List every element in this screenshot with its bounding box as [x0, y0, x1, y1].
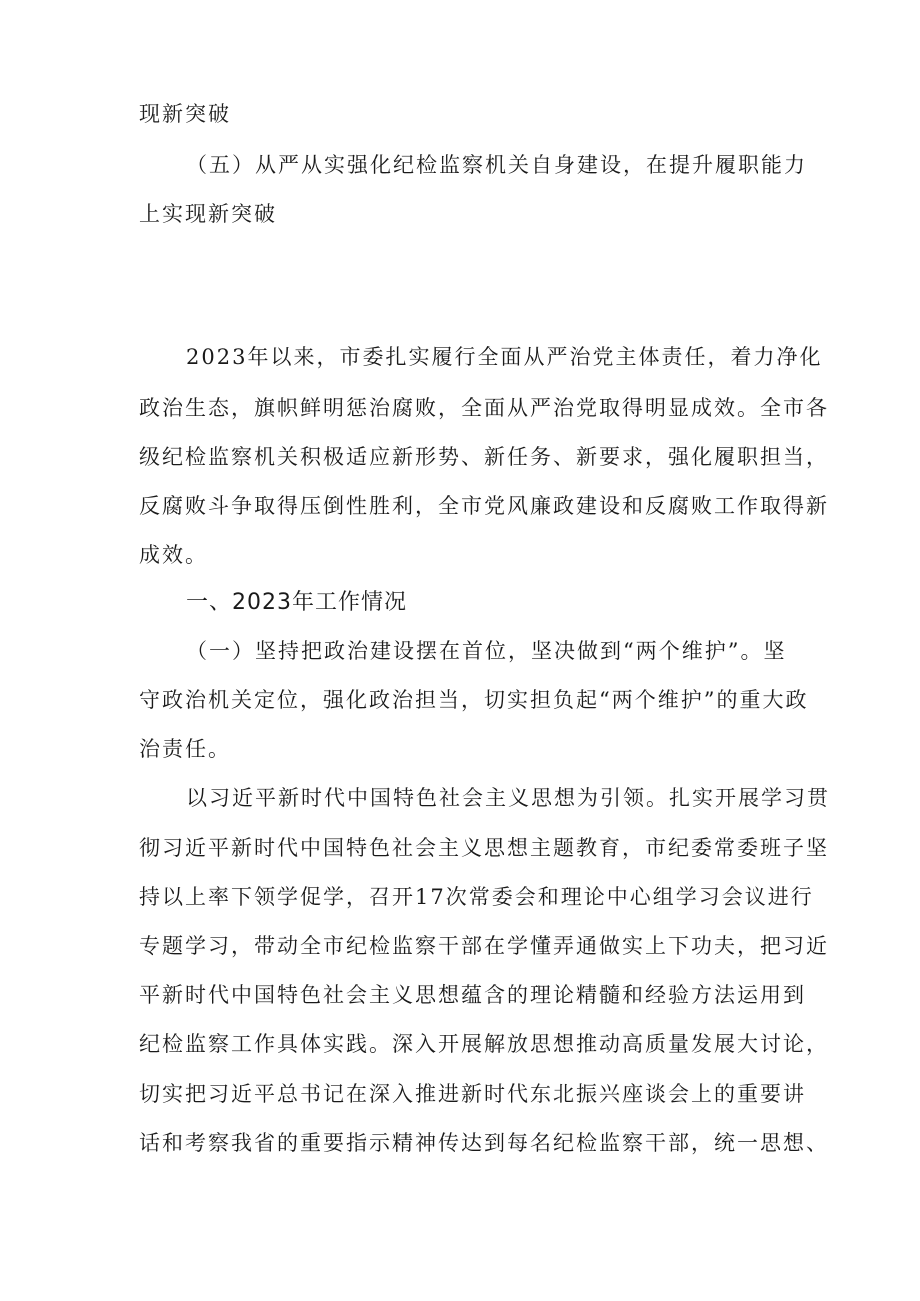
- item1-line-2: 守政治机关定位，强化政治担当，切实担负起“两个维护”的重大政: [139, 688, 809, 712]
- item5-line1: （五）从严从实强化纪检监察机关自身建设，在提升履职能力: [186, 153, 807, 177]
- para-line-7: 切实把习近平总书记在深入推进新时代东北振兴座谈会上的重要讲: [139, 1082, 806, 1106]
- para-line-5: 平新时代中国特色社会主义思想蕴含的理论精髓和经验方法运用到: [139, 983, 806, 1007]
- item1-line-3: 治责任。: [139, 737, 231, 761]
- para-line-8: 话和考察我省的重要指示精神传达到每名纪检监察干部，统一思想、: [139, 1131, 829, 1155]
- intro-line-1: 2023年以来，市委扎实履行全面从严治党主体责任，着力净化: [186, 345, 823, 369]
- intro-line-4: 反腐败斗争取得压倒性胜利，全市党风廉政建设和反腐败工作取得新: [139, 494, 829, 518]
- para-line-4: 专题学习，带动全市纪检监察干部在学懂弄通做实上下功夫，把习近: [139, 934, 829, 958]
- intro-line-2: 政治生态，旗帜鲜明惩治腐败，全面从严治党取得明显成效。全市各: [139, 396, 829, 420]
- section-heading: 一、2023年工作情况: [186, 590, 407, 615]
- intro-line-5: 成效。: [139, 543, 208, 567]
- para-line-6: 纪检监察工作具体实践。深入开展解放思想推动高质量发展大讨论，: [139, 1032, 829, 1056]
- para-line-1: 以习近平新时代中国特色社会主义思想为引领。扎实开展学习贯: [186, 786, 830, 810]
- item5-line2: 上实现新突破: [139, 202, 277, 226]
- intro-line-3: 级纪检监察机关积极适应新形势、新任务、新要求，强化履职担当，: [139, 445, 829, 469]
- prev-section-tail: 现新突破: [139, 102, 231, 126]
- para-line-3: 持以上率下领学促学，召开17次常委会和理论中心组学习会议进行: [139, 885, 814, 909]
- para-line-2: 彻习近平新时代中国特色社会主义思想主题教育，市纪委常委班子坚: [139, 836, 829, 860]
- item1-line-1: （一）坚持把政治建设摆在首位，坚决做到“两个维护”。坚: [186, 639, 787, 663]
